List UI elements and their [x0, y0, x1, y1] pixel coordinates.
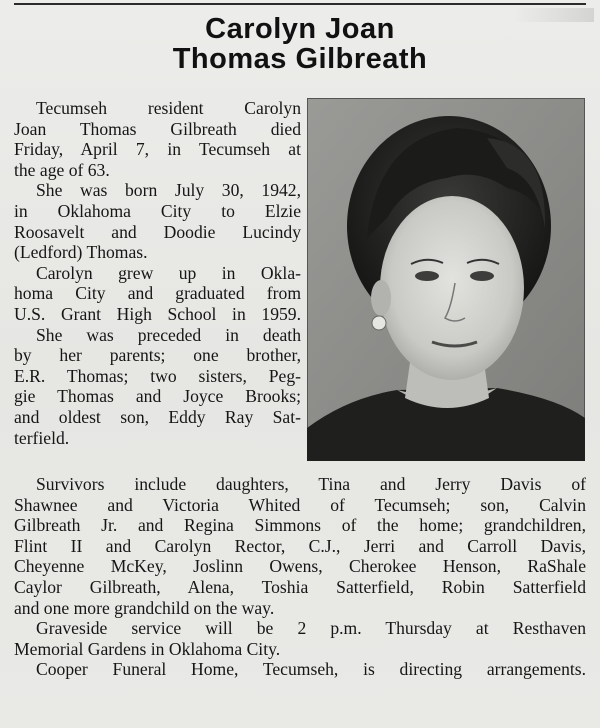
portrait-icon [307, 98, 585, 461]
text-line: (Ledford) Thomas. [14, 242, 148, 263]
text-line: She was born July 30, 1942, [36, 180, 301, 201]
text-line: Caylor Gilbreath, Alena, Toshia Satterfield, Robin Satterfield [14, 576, 586, 597]
text-line: by her parents; one brother, [14, 345, 301, 366]
text-line: Joan Thomas Gilbreath died [14, 118, 301, 139]
text-line: Cooper Funeral Home, Tecumseh, is directing arrangements. [36, 659, 586, 680]
full-width-text [14, 474, 586, 680]
text-line: Cheyenne McKey, Joslinn Owens, Cherokee Henson, RaShale [14, 556, 586, 577]
text-line: Shawnee and Victoria Whited of Tecumseh; son, Calvin [14, 494, 586, 515]
text-line: Roosavelt and Doodie Lucindy [14, 221, 301, 242]
text-line: E.R. Thomas; two sisters, Peg- [14, 365, 301, 386]
text-line: Survivors include daughters, Tina and Jerry Davis of [36, 474, 586, 494]
text-line: and one more grandchild on the way. [14, 597, 275, 618]
text-line: terfield. [14, 427, 70, 448]
obituary-headline [0, 14, 600, 74]
text-line: Gilbreath Jr. and Regina Simmons of the home; grandchildren, [14, 515, 586, 536]
text-line: the age of 63. [14, 159, 110, 180]
text-line: Flint II and Carolyn Rector, C.J., Jerri and Carroll Davis, [14, 535, 586, 556]
text-line: and oldest son, Eddy Ray Sat- [14, 406, 301, 427]
headline-line-1: Carolyn Joan [205, 13, 395, 45]
text-line: gie Thomas and Joyce Brooks; [14, 386, 301, 407]
text-line: Graveside service will be 2 p.m. Thursday at Resthaven [36, 618, 586, 639]
text-line: homa City and graduated from [14, 283, 301, 304]
column-text [14, 98, 301, 448]
text-line: Friday, April 7, in Tecumseh at [14, 139, 301, 160]
text-line: She was preceded in death [36, 324, 301, 345]
text-line: Tecumseh resident Carolyn [36, 98, 301, 118]
text-line: U.S. Grant High School in 1959. [14, 303, 301, 324]
text-line: Carolyn grew up in Okla- [36, 262, 301, 283]
headline-line-2: Thomas Gilbreath [172, 43, 428, 75]
portrait-photo [307, 98, 585, 461]
top-rule-divider [14, 3, 586, 5]
text-line: Memorial Gardens in Oklahoma City. [14, 638, 281, 659]
text-line: in Oklahoma City to Elzie [14, 200, 301, 221]
